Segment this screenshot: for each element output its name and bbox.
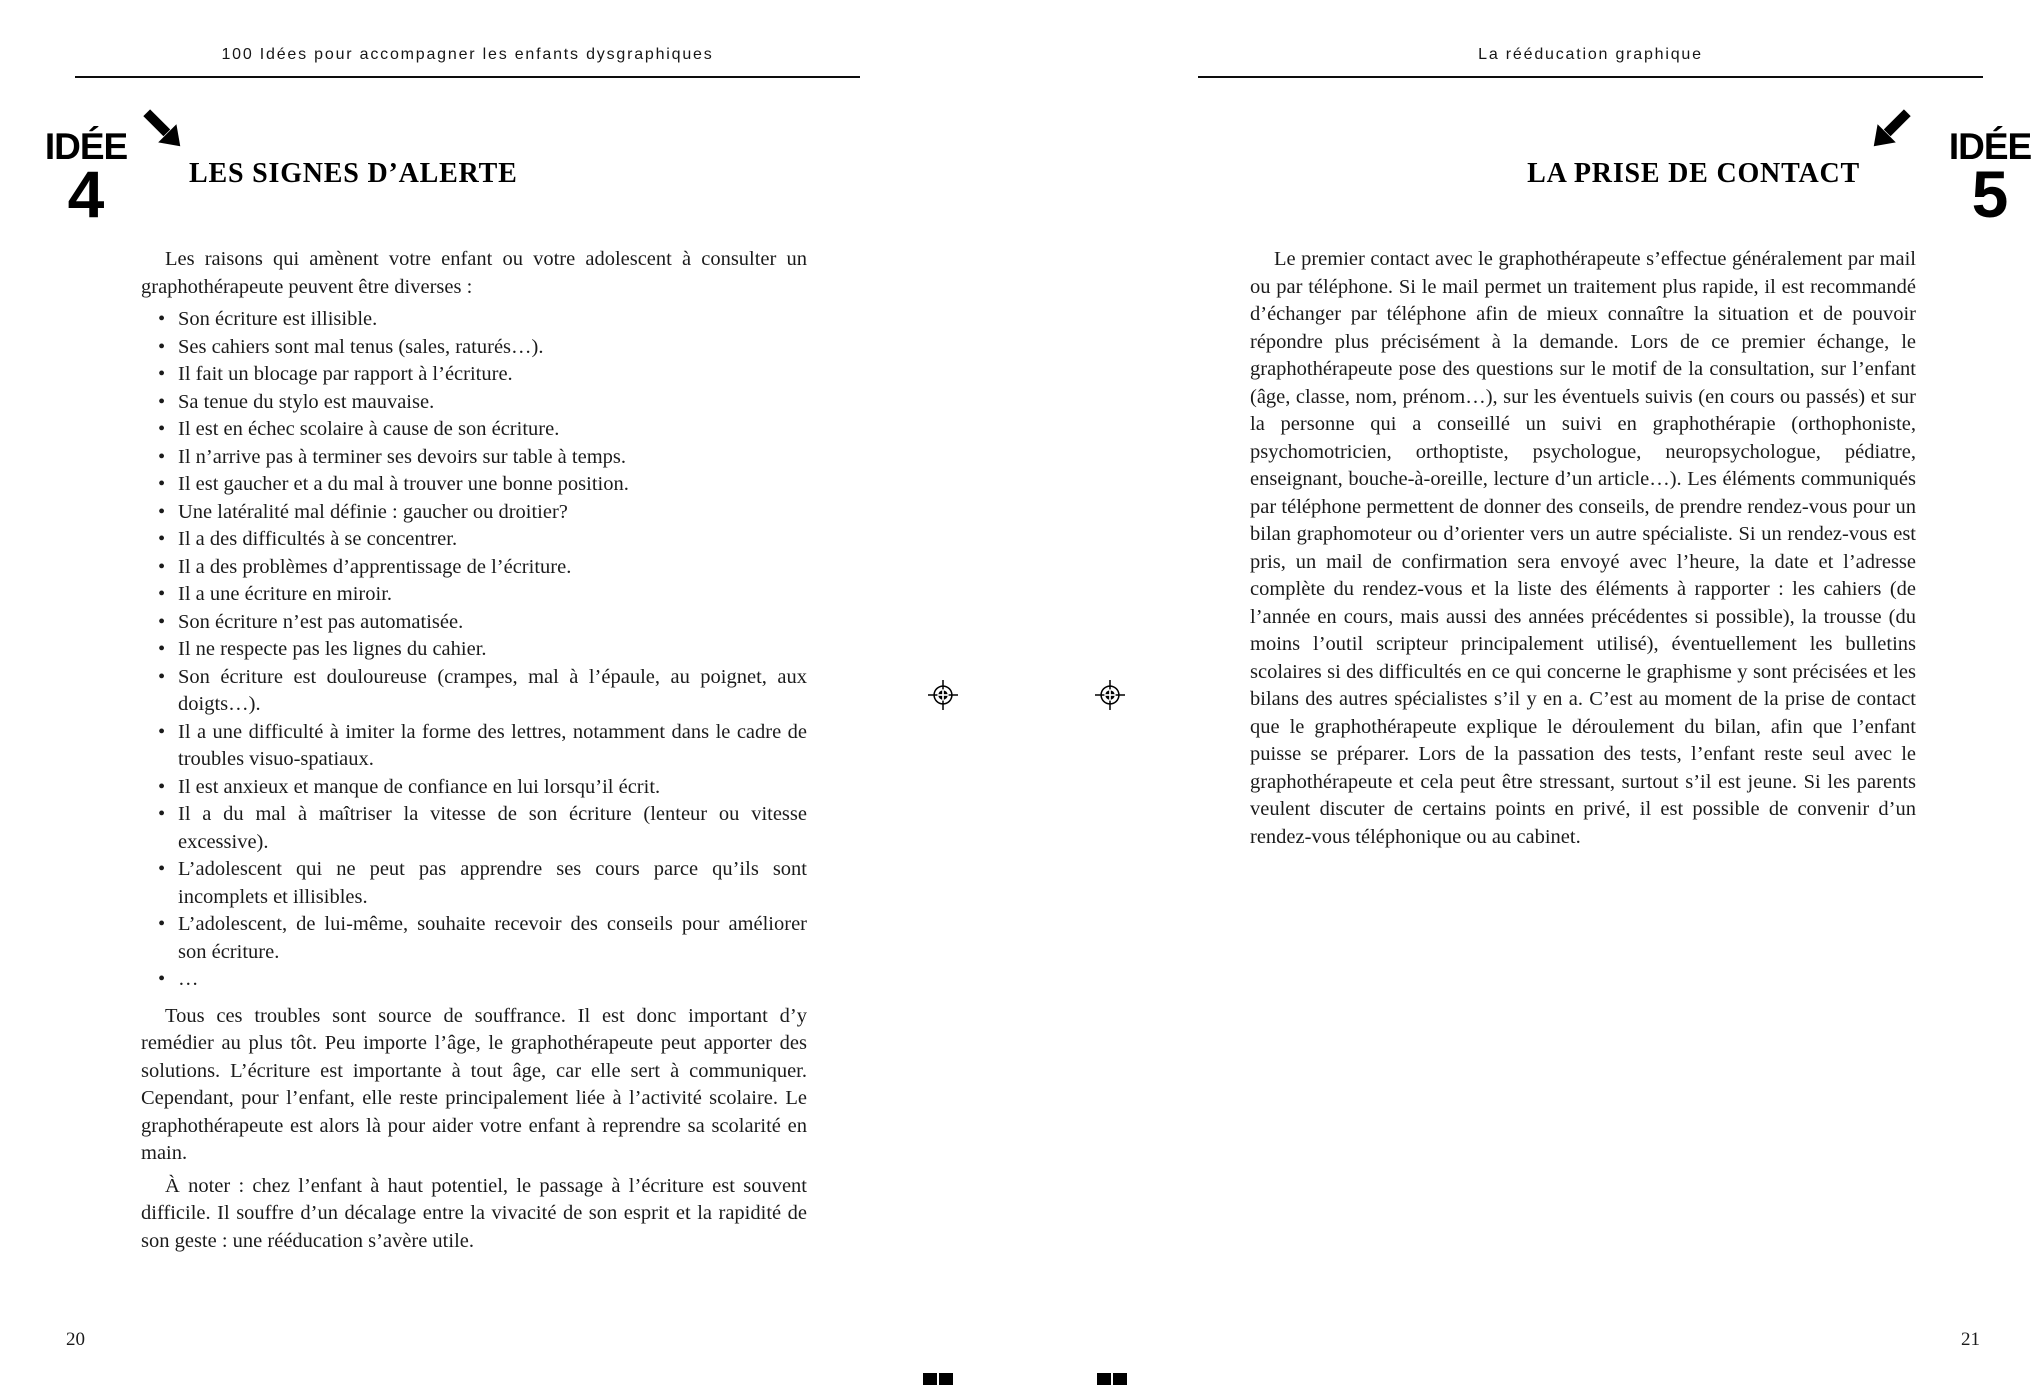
idea-number-right: 5 [1971, 157, 2009, 231]
running-head-left: 100 Idées pour accompagner les enfants dysgraphiques [221, 46, 714, 63]
body-column-right [1250, 246, 1916, 851]
page-number-left: 20 [66, 1329, 85, 1350]
page-number-right: 21 [1961, 1329, 1980, 1350]
list-item: • Il a une écriture en miroir. [141, 581, 807, 609]
list-item: • Il a du mal à maîtriser la vitesse de son écriture (lenteur ou vitesse excessive). [141, 801, 807, 856]
body-column-left [141, 246, 807, 1255]
crop-mark-icon [1097, 1373, 1127, 1385]
running-head-right: La rééducation graphique [1478, 46, 1703, 63]
intro-paragraph: Les raisons qui amènent votre enfant ou votre adolescent à consulter un graphothérapeute peuvent être diverses : [141, 248, 807, 298]
list-item: • … [141, 966, 807, 994]
list-item: • Ses cahiers sont mal tenus (sales, raturés…). [141, 334, 807, 362]
list-item: • L’adolescent qui ne peut pas apprendre ses cours parce qu’ils sont incomplets et illisibles. [141, 856, 807, 911]
list-item: • Son écriture est douloureuse (crampes, mal à l’épaule, au poignet, aux doigts…). [141, 664, 807, 719]
list-item: • Une latéralité mal définie : gaucher ou droitier? [141, 499, 807, 527]
paragraph-prise-de-contact: Le premier contact avec le graphothérapeute s’effectue généralement par mail ou par téléphone. Si le mail permet un traitement plus rapide, il est recommandé d’échanger par téléphone afin de mieux connaître la situation et de pouvoir répondre plus précisément à la demande. Lors de ce premier échange, le graphothérapeute pose des questions sur le motif de la consultation, sur l’enfant (âge, classe, nom, prénom…), sur les éventuels suivis (en cours ou passés) et sur la personne qui a conseillé un suivi en graphothérapie (orthophoniste, psychomotricien, orthoptiste, psychologue, neuropsychologue, pédiatre, enseignant, bouche-à-oreille, lecture d’un article…). Les éléments communiqués par téléphone permettent de donner des conseils, de prendre rendez-vous pour un bilan graphomoteur ou d’orienter vers un autre spécialiste. Si un rendez-vous est pris, un mail de confirmation sera envoyé avec l’heure, la date et l’adresse complète du rendez-vous et la liste des éléments à rapporter : les cahiers (de l’année en cours, mais aussi des années précédentes si possible), la trousse (du moins l’outil scripteur principalement utilisé), éventuellement les bulletins scolaires si des difficultés en ce qui concerne le graphisme y sont précisées et les bilans des autres spécialistes s’il y en a. C’est au moment de la prise de contact que le graphothérapeute explique le déroulement du bilan, afin que l’enfant puisse se préparer. Lors de la passation des tests, l’enfant reste seul avec le graphothérapeute et cela peut être stressant, surtout s’il est jeune. Si les parents veulent discuter de certains points en privé, il est possible de convenir d’un rendez-vous téléphonique ou au cabinet. [1250, 248, 1916, 848]
registration-mark-icon [1095, 680, 1125, 710]
idea-label-left: IDÉE [44, 126, 128, 167]
list-item: • Il a des problèmes d’apprentissage de l’écriture. [141, 554, 807, 582]
paragraph-a-noter: À noter : chez l’enfant à haut potentiel, le passage à l’écriture est souvent difficile. Il souffre d’un décalage entre la vivacité de son esprit et la rapidité de son geste : une rééducation s’avère utile. [141, 1174, 807, 1252]
idea-badge-right [1944, 126, 2036, 231]
list-item: • L’adolescent, de lui-même, souhaite recevoir des conseils pour améliorer son écriture. [141, 911, 807, 966]
crop-mark-icon [923, 1373, 953, 1385]
list-item: • Il est gaucher et a du mal à trouver une bonne position. [141, 471, 807, 499]
list-item: • Il a des difficultés à se concentrer. [141, 526, 807, 554]
alert-signs-list [141, 306, 807, 994]
page-title-right: LA PRISE DE CONTACT [1527, 158, 1860, 189]
arrow-down-right-icon [140, 106, 186, 152]
list-item: • Il est anxieux et manque de confiance en lui lorsqu’il écrit. [141, 774, 807, 802]
list-item: • Il fait un blocage par rapport à l’écriture. [141, 361, 807, 389]
list-item: • Il n’arrive pas à terminer ses devoirs sur table à temps. [141, 444, 807, 472]
idea-label-right: IDÉE [1948, 126, 2032, 167]
list-item: • Son écriture n’est pas automatisée. [141, 609, 807, 637]
list-item: • Sa tenue du stylo est mauvaise. [141, 389, 807, 417]
idea-badge-left [40, 126, 132, 231]
header-rule-right [1198, 76, 1983, 78]
list-item: • Son écriture est illisible. [141, 306, 807, 334]
page-title-left: LES SIGNES D’ALERTE [189, 158, 518, 189]
registration-mark-icon [928, 680, 958, 710]
list-item: • Il est en échec scolaire à cause de son écriture. [141, 416, 807, 444]
paragraph-troubles: Tous ces troubles sont source de souffrance. Il est donc important d’y remédier au plus tôt. Peu importe l’âge, le graphothérapeute peut apporter des solutions. L’écriture est importante à tout âge, car elle sert à communiquer. Cependant, pour l’enfant, elle reste principalement liée à l’activité scolaire. Le graphothérapeute est alors là pour aider votre enfant à reprendre sa scolarité en main. [141, 1004, 807, 1164]
header-rule-left [75, 76, 860, 78]
idea-number-left: 4 [67, 157, 105, 231]
list-item: • Il ne respecte pas les lignes du cahier. [141, 636, 807, 664]
list-item: • Il a une difficulté à imiter la forme des lettres, notamment dans le cadre de troubles visuo-spatiaux. [141, 719, 807, 774]
arrow-down-left-icon [1868, 106, 1914, 152]
